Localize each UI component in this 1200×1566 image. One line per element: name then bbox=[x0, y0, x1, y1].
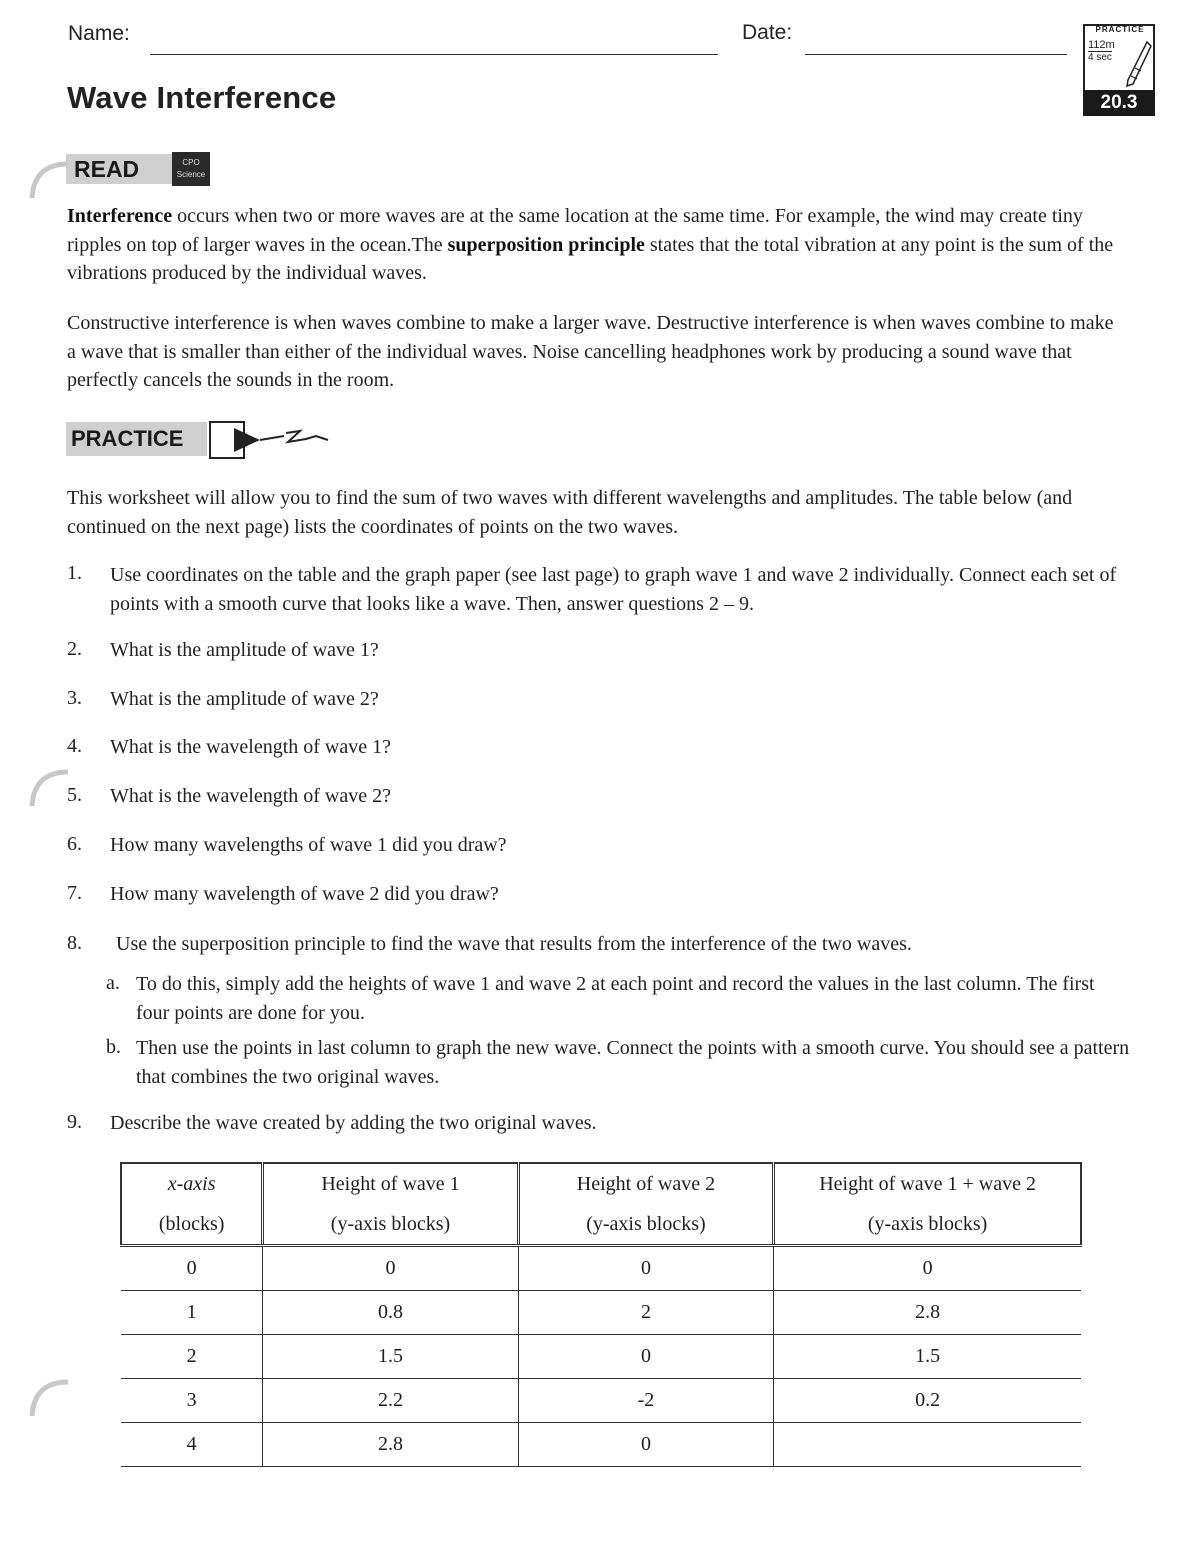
table-row bbox=[121, 1379, 1081, 1423]
question-9-number: 9. bbox=[67, 1111, 82, 1133]
cell-wave2: 2 bbox=[518, 1291, 773, 1335]
binder-hole-decoration bbox=[28, 160, 70, 200]
cell-wave1: 1.5 bbox=[263, 1335, 518, 1379]
cell-sum[interactable]: 0.2 bbox=[774, 1379, 1081, 1423]
date-label: Date: bbox=[742, 21, 793, 44]
header-x-axis: x-axis bbox=[121, 1163, 263, 1204]
read-paragraph-2: Constructive interference is when waves combine to make a larger wave. Destructive interference is when waves combine to make a wave that is smaller than either of the individual waves. Noise cancelling headphones work by producing a sound wave that perfectly cancels the sounds in the room. bbox=[67, 312, 1114, 391]
cell-wave2: 0 bbox=[518, 1335, 773, 1379]
badge-number: 20.3 bbox=[1083, 90, 1155, 116]
cell-x: 0 bbox=[121, 1246, 263, 1291]
cell-wave2: 0 bbox=[518, 1246, 773, 1291]
wave-data-table bbox=[120, 1162, 1082, 1467]
question-6-number: 6. bbox=[67, 833, 82, 855]
question-3-text: What is the amplitude of wave 2? bbox=[110, 688, 379, 710]
header-sum: Height of wave 1 + wave 2 bbox=[774, 1163, 1081, 1204]
practice-banner-label: PRACTICE bbox=[66, 422, 207, 456]
book-icon-text: CPO Science bbox=[172, 152, 210, 186]
subquestion-a-letter: a. bbox=[106, 972, 120, 994]
header-wave2-unit: (y-axis blocks) bbox=[518, 1204, 773, 1246]
badge-caption: PRACTICE bbox=[1095, 25, 1145, 34]
name-label: Name: bbox=[68, 22, 130, 45]
cell-sum[interactable] bbox=[774, 1423, 1081, 1467]
read-banner-label: READ bbox=[66, 154, 174, 184]
question-4-text: What is the wavelength of wave 1? bbox=[110, 736, 392, 758]
cell-wave2: 0 bbox=[518, 1423, 773, 1467]
badge-time: 4 sec bbox=[1088, 52, 1112, 63]
question-2-text: What is the amplitude of wave 1? bbox=[110, 639, 379, 661]
header-wave2: Height of wave 2 bbox=[518, 1163, 773, 1204]
binder-hole-decoration bbox=[28, 1378, 70, 1418]
cell-sum[interactable]: 2.8 bbox=[774, 1291, 1081, 1335]
cell-wave1: 2.2 bbox=[263, 1379, 518, 1423]
cell-wave1: 0 bbox=[263, 1246, 518, 1291]
table-header-row-2 bbox=[121, 1204, 1081, 1246]
cell-x: 2 bbox=[121, 1335, 263, 1379]
table-row bbox=[121, 1423, 1081, 1467]
badge-distance: 112m bbox=[1088, 39, 1115, 51]
read-banner bbox=[66, 150, 210, 188]
header-wave1: Height of wave 1 bbox=[263, 1163, 518, 1204]
cell-wave1: 0.8 bbox=[263, 1291, 518, 1335]
name-field-line[interactable] bbox=[150, 54, 718, 55]
subquestion-a-text: To do this, simply add the heights of wave 1 and wave 2 at each point and record the values in the last column. The first four points are done for you. bbox=[136, 973, 1095, 1024]
cell-x: 4 bbox=[121, 1423, 263, 1467]
question-1-text: Use coordinates on the table and the graph paper (see last page) to graph wave 1 and wave 2 individually. Connect each set of points with a smooth curve that looks like a wave. Then, answer questions 2 – 9. bbox=[110, 564, 1117, 615]
table-row bbox=[121, 1335, 1081, 1379]
term-interference: Interference bbox=[67, 205, 173, 227]
question-7-text: How many wavelength of wave 2 did you draw? bbox=[110, 883, 499, 905]
subquestion-b-text: Then use the points in last column to graph the new wave. Connect the points with a smooth curve. You should see a pattern that combines the two original waves. bbox=[136, 1037, 1130, 1088]
question-8-text: Use the superposition principle to find the wave that results from the interference of the two waves. bbox=[116, 933, 912, 955]
para1-text-a: occurs when two or more waves are at the same location at the same time. For example, the wind may create tiny ripples on top of larger waves in the ocean.The bbox=[67, 205, 1083, 256]
question-8-number: 8. bbox=[67, 932, 82, 954]
question-9-text: Describe the wave created by adding the two original waves. bbox=[110, 1112, 597, 1134]
cell-x: 1 bbox=[121, 1291, 263, 1335]
question-7-number: 7. bbox=[67, 882, 82, 904]
binder-hole-decoration bbox=[28, 768, 70, 808]
question-6-text: How many wavelengths of wave 1 did you draw? bbox=[110, 834, 507, 856]
badge-box bbox=[1083, 24, 1155, 92]
cell-sum[interactable]: 0 bbox=[774, 1246, 1081, 1291]
question-1-number: 1. bbox=[67, 562, 82, 584]
subquestion-b-letter: b. bbox=[106, 1036, 121, 1058]
header-sum-unit: (y-axis blocks) bbox=[774, 1204, 1081, 1246]
page-title: Wave Interference bbox=[67, 80, 337, 115]
read-paragraph-1 bbox=[67, 202, 1127, 288]
table-header-row-1 bbox=[121, 1163, 1081, 1204]
table-row bbox=[121, 1246, 1081, 1291]
question-2-number: 2. bbox=[67, 638, 82, 660]
cell-x: 3 bbox=[121, 1379, 263, 1423]
cell-sum[interactable]: 1.5 bbox=[774, 1335, 1081, 1379]
practice-badge bbox=[1083, 24, 1153, 116]
table-row bbox=[121, 1291, 1081, 1335]
term-superposition: superposition principle bbox=[447, 233, 645, 256]
para1-text-b: states that the total vibration at any point is the sum of the vibrations produced by the individual waves. bbox=[67, 233, 1114, 284]
cell-wave2: -2 bbox=[518, 1379, 773, 1423]
question-3-number: 3. bbox=[67, 687, 82, 709]
header-wave1-unit: (y-axis blocks) bbox=[263, 1204, 518, 1246]
question-4-number: 4. bbox=[67, 735, 82, 757]
question-5-number: 5. bbox=[67, 784, 82, 806]
date-field-line[interactable] bbox=[805, 54, 1067, 55]
practice-intro: This worksheet will allow you to find the sum of two waves with different wavelengths and amplitudes. The table below (and continued on the next page) lists the coordinates of points on the two waves. bbox=[67, 487, 1073, 538]
header-x-axis-unit: (blocks) bbox=[121, 1204, 263, 1246]
question-5-text: What is the wavelength of wave 2? bbox=[110, 785, 392, 807]
pencil-icon bbox=[1123, 40, 1153, 88]
arrow-icon bbox=[208, 420, 358, 460]
practice-banner bbox=[66, 418, 366, 460]
cell-wave1: 2.8 bbox=[263, 1423, 518, 1467]
